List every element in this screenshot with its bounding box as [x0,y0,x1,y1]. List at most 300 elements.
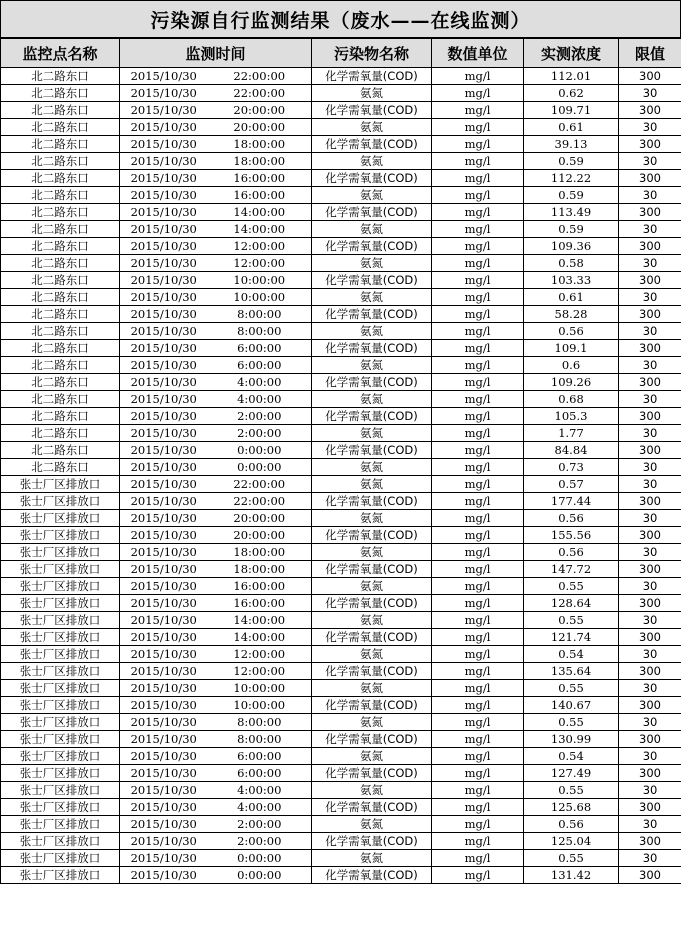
table-row [1,85,681,102]
cell-pollutant: 氨氮 [312,153,432,170]
table-body [1,68,681,884]
cell-unit: mg/l [432,765,524,782]
cell-pollutant: 化学需氧量(COD) [312,697,432,714]
cell-value: 58.28 [524,306,619,323]
cell-limit: 300 [619,799,681,816]
cell-date: 2015/10/30 [120,510,208,527]
table-row [1,578,681,595]
cell-value: 125.68 [524,799,619,816]
cell-pollutant: 氨氮 [312,612,432,629]
cell-time: 0:00:00 [208,442,312,459]
cell-pollutant: 化学需氧量(COD) [312,408,432,425]
cell-value: 0.55 [524,850,619,867]
cell-pollutant: 氨氮 [312,357,432,374]
cell-pollutant: 氨氮 [312,476,432,493]
header-site: 监控点名称 [1,39,120,68]
table-row [1,544,681,561]
cell-unit: mg/l [432,374,524,391]
cell-date: 2015/10/30 [120,187,208,204]
cell-site: 张士厂区排放口 [1,714,120,731]
table-row [1,476,681,493]
cell-limit: 30 [619,289,681,306]
cell-pollutant: 氨氮 [312,782,432,799]
table-row [1,510,681,527]
cell-date: 2015/10/30 [120,476,208,493]
cell-pollutant: 氨氮 [312,289,432,306]
cell-limit: 30 [619,510,681,527]
cell-site: 张士厂区排放口 [1,833,120,850]
cell-date: 2015/10/30 [120,170,208,187]
table-row [1,799,681,816]
table-row [1,221,681,238]
cell-pollutant: 化学需氧量(COD) [312,306,432,323]
cell-value: 103.33 [524,272,619,289]
cell-date: 2015/10/30 [120,578,208,595]
cell-pollutant: 氨氮 [312,714,432,731]
cell-site: 北二路东口 [1,340,120,357]
cell-value: 0.59 [524,187,619,204]
table-row [1,102,681,119]
cell-unit: mg/l [432,204,524,221]
cell-unit: mg/l [432,748,524,765]
cell-unit: mg/l [432,663,524,680]
cell-value: 109.26 [524,374,619,391]
cell-value: 0.54 [524,646,619,663]
cell-unit: mg/l [432,442,524,459]
table-row [1,816,681,833]
cell-value: 0.57 [524,476,619,493]
cell-value: 0.56 [524,816,619,833]
cell-site: 张士厂区排放口 [1,765,120,782]
cell-site: 北二路东口 [1,204,120,221]
cell-unit: mg/l [432,561,524,578]
cell-value: 0.54 [524,748,619,765]
cell-time: 14:00:00 [208,612,312,629]
cell-pollutant: 化学需氧量(COD) [312,629,432,646]
cell-date: 2015/10/30 [120,374,208,391]
cell-unit: mg/l [432,714,524,731]
cell-time: 6:00:00 [208,340,312,357]
cell-site: 北二路东口 [1,408,120,425]
cell-unit: mg/l [432,289,524,306]
cell-pollutant: 化学需氧量(COD) [312,272,432,289]
cell-value: 0.62 [524,85,619,102]
cell-unit: mg/l [432,85,524,102]
cell-time: 4:00:00 [208,782,312,799]
cell-limit: 30 [619,646,681,663]
cell-value: 155.56 [524,527,619,544]
cell-time: 2:00:00 [208,408,312,425]
cell-pollutant: 化学需氧量(COD) [312,204,432,221]
cell-limit: 30 [619,816,681,833]
cell-date: 2015/10/30 [120,544,208,561]
cell-time: 10:00:00 [208,289,312,306]
cell-unit: mg/l [432,68,524,85]
cell-date: 2015/10/30 [120,357,208,374]
cell-pollutant: 化学需氧量(COD) [312,799,432,816]
table-row [1,595,681,612]
table-row [1,170,681,187]
table-row [1,748,681,765]
cell-time: 8:00:00 [208,323,312,340]
cell-site: 张士厂区排放口 [1,527,120,544]
cell-pollutant: 化学需氧量(COD) [312,170,432,187]
cell-site: 张士厂区排放口 [1,612,120,629]
cell-site: 北二路东口 [1,442,120,459]
cell-limit: 300 [619,306,681,323]
cell-pollutant: 氨氮 [312,748,432,765]
cell-site: 北二路东口 [1,289,120,306]
cell-pollutant: 化学需氧量(COD) [312,493,432,510]
cell-site: 张士厂区排放口 [1,646,120,663]
cell-unit: mg/l [432,833,524,850]
cell-pollutant: 氨氮 [312,391,432,408]
cell-date: 2015/10/30 [120,833,208,850]
table-row [1,340,681,357]
cell-limit: 30 [619,680,681,697]
cell-time: 20:00:00 [208,510,312,527]
cell-site: 北二路东口 [1,272,120,289]
cell-value: 0.73 [524,459,619,476]
cell-pollutant: 化学需氧量(COD) [312,867,432,884]
cell-limit: 300 [619,765,681,782]
cell-pollutant: 氨氮 [312,119,432,136]
header-row [1,39,681,68]
cell-time: 20:00:00 [208,527,312,544]
cell-date: 2015/10/30 [120,408,208,425]
cell-value: 0.61 [524,119,619,136]
cell-date: 2015/10/30 [120,561,208,578]
cell-pollutant: 氨氮 [312,510,432,527]
cell-value: 0.55 [524,714,619,731]
cell-site: 张士厂区排放口 [1,867,120,884]
cell-date: 2015/10/30 [120,289,208,306]
cell-limit: 300 [619,527,681,544]
table-row [1,680,681,697]
cell-unit: mg/l [432,867,524,884]
cell-date: 2015/10/30 [120,119,208,136]
cell-site: 北二路东口 [1,238,120,255]
cell-unit: mg/l [432,221,524,238]
cell-limit: 300 [619,272,681,289]
cell-limit: 30 [619,612,681,629]
cell-value: 140.67 [524,697,619,714]
cell-time: 6:00:00 [208,765,312,782]
cell-limit: 300 [619,595,681,612]
table-row [1,714,681,731]
cell-limit: 300 [619,442,681,459]
cell-date: 2015/10/30 [120,765,208,782]
cell-limit: 30 [619,391,681,408]
cell-time: 22:00:00 [208,68,312,85]
table-row [1,204,681,221]
cell-limit: 300 [619,170,681,187]
cell-pollutant: 氨氮 [312,816,432,833]
cell-pollutant: 氨氮 [312,425,432,442]
cell-value: 112.01 [524,68,619,85]
table-row [1,68,681,85]
cell-pollutant: 氨氮 [312,646,432,663]
cell-limit: 30 [619,476,681,493]
cell-limit: 30 [619,782,681,799]
cell-value: 0.59 [524,153,619,170]
cell-time: 18:00:00 [208,544,312,561]
cell-unit: mg/l [432,816,524,833]
table-row [1,391,681,408]
cell-unit: mg/l [432,476,524,493]
cell-limit: 30 [619,357,681,374]
cell-date: 2015/10/30 [120,748,208,765]
cell-date: 2015/10/30 [120,612,208,629]
cell-date: 2015/10/30 [120,221,208,238]
cell-value: 0.55 [524,578,619,595]
cell-value: 0.56 [524,544,619,561]
cell-site: 北二路东口 [1,306,120,323]
cell-pollutant: 化学需氧量(COD) [312,561,432,578]
cell-date: 2015/10/30 [120,391,208,408]
cell-time: 6:00:00 [208,357,312,374]
cell-unit: mg/l [432,527,524,544]
table-row [1,561,681,578]
cell-value: 0.55 [524,782,619,799]
cell-value: 109.36 [524,238,619,255]
cell-value: 125.04 [524,833,619,850]
cell-limit: 30 [619,221,681,238]
header-time: 监测时间 [120,39,312,68]
cell-limit: 300 [619,629,681,646]
cell-time: 2:00:00 [208,833,312,850]
cell-value: 109.1 [524,340,619,357]
cell-site: 北二路东口 [1,187,120,204]
cell-date: 2015/10/30 [120,629,208,646]
cell-limit: 30 [619,85,681,102]
cell-pollutant: 化学需氧量(COD) [312,595,432,612]
cell-pollutant: 氨氮 [312,323,432,340]
cell-date: 2015/10/30 [120,85,208,102]
cell-site: 张士厂区排放口 [1,595,120,612]
cell-time: 18:00:00 [208,561,312,578]
cell-pollutant: 化学需氧量(COD) [312,765,432,782]
cell-unit: mg/l [432,731,524,748]
cell-site: 北二路东口 [1,357,120,374]
cell-site: 北二路东口 [1,391,120,408]
cell-unit: mg/l [432,340,524,357]
cell-site: 张士厂区排放口 [1,816,120,833]
cell-site: 张士厂区排放口 [1,680,120,697]
cell-unit: mg/l [432,255,524,272]
table-row [1,238,681,255]
cell-unit: mg/l [432,578,524,595]
cell-pollutant: 化学需氧量(COD) [312,833,432,850]
cell-value: 135.64 [524,663,619,680]
cell-date: 2015/10/30 [120,697,208,714]
cell-unit: mg/l [432,119,524,136]
cell-date: 2015/10/30 [120,255,208,272]
cell-date: 2015/10/30 [120,680,208,697]
cell-pollutant: 化学需氧量(COD) [312,374,432,391]
table-row [1,833,681,850]
table-row [1,357,681,374]
table-row [1,782,681,799]
cell-unit: mg/l [432,510,524,527]
cell-date: 2015/10/30 [120,493,208,510]
table-row [1,136,681,153]
cell-time: 16:00:00 [208,595,312,612]
cell-time: 22:00:00 [208,85,312,102]
cell-limit: 300 [619,867,681,884]
cell-value: 131.42 [524,867,619,884]
cell-unit: mg/l [432,306,524,323]
cell-limit: 30 [619,578,681,595]
cell-pollutant: 氨氮 [312,85,432,102]
cell-date: 2015/10/30 [120,136,208,153]
cell-value: 121.74 [524,629,619,646]
cell-unit: mg/l [432,102,524,119]
cell-date: 2015/10/30 [120,646,208,663]
cell-pollutant: 化学需氧量(COD) [312,68,432,85]
cell-limit: 30 [619,425,681,442]
cell-time: 14:00:00 [208,221,312,238]
cell-time: 16:00:00 [208,187,312,204]
cell-limit: 300 [619,663,681,680]
cell-value: 0.61 [524,289,619,306]
cell-pollutant: 化学需氧量(COD) [312,136,432,153]
cell-time: 20:00:00 [208,119,312,136]
cell-limit: 30 [619,544,681,561]
cell-date: 2015/10/30 [120,442,208,459]
table-row [1,374,681,391]
cell-pollutant: 化学需氧量(COD) [312,442,432,459]
cell-value: 0.55 [524,612,619,629]
cell-value: 109.71 [524,102,619,119]
cell-value: 177.44 [524,493,619,510]
cell-limit: 300 [619,697,681,714]
table-row [1,765,681,782]
table-row [1,527,681,544]
cell-value: 0.56 [524,510,619,527]
cell-value: 39.13 [524,136,619,153]
cell-pollutant: 氨氮 [312,221,432,238]
cell-value: 1.77 [524,425,619,442]
cell-unit: mg/l [432,612,524,629]
cell-limit: 300 [619,493,681,510]
cell-value: 112.22 [524,170,619,187]
cell-value: 0.55 [524,680,619,697]
cell-time: 0:00:00 [208,867,312,884]
cell-pollutant: 化学需氧量(COD) [312,340,432,357]
cell-time: 18:00:00 [208,136,312,153]
cell-time: 10:00:00 [208,680,312,697]
cell-limit: 300 [619,340,681,357]
cell-time: 16:00:00 [208,170,312,187]
cell-site: 北二路东口 [1,374,120,391]
table-row [1,663,681,680]
cell-unit: mg/l [432,187,524,204]
cell-limit: 300 [619,408,681,425]
cell-site: 北二路东口 [1,136,120,153]
cell-time: 10:00:00 [208,272,312,289]
cell-time: 2:00:00 [208,425,312,442]
page-title: 污染源自行监测结果（废水——在线监测） [0,0,681,38]
cell-date: 2015/10/30 [120,425,208,442]
cell-limit: 30 [619,850,681,867]
table-row [1,442,681,459]
cell-site: 北二路东口 [1,85,120,102]
cell-site: 张士厂区排放口 [1,544,120,561]
cell-unit: mg/l [432,425,524,442]
cell-time: 8:00:00 [208,306,312,323]
cell-value: 0.59 [524,221,619,238]
cell-unit: mg/l [432,459,524,476]
cell-unit: mg/l [432,680,524,697]
cell-limit: 300 [619,102,681,119]
table-row [1,323,681,340]
cell-site: 张士厂区排放口 [1,578,120,595]
cell-time: 12:00:00 [208,646,312,663]
cell-date: 2015/10/30 [120,459,208,476]
cell-date: 2015/10/30 [120,527,208,544]
cell-site: 张士厂区排放口 [1,850,120,867]
cell-limit: 30 [619,323,681,340]
cell-pollutant: 化学需氧量(COD) [312,731,432,748]
cell-time: 8:00:00 [208,714,312,731]
cell-site: 北二路东口 [1,68,120,85]
cell-value: 130.99 [524,731,619,748]
cell-value: 105.3 [524,408,619,425]
table-row [1,459,681,476]
cell-date: 2015/10/30 [120,238,208,255]
cell-site: 张士厂区排放口 [1,510,120,527]
header-unit: 数值单位 [432,39,524,68]
cell-time: 0:00:00 [208,459,312,476]
cell-unit: mg/l [432,170,524,187]
cell-site: 张士厂区排放口 [1,782,120,799]
table-row [1,187,681,204]
cell-unit: mg/l [432,595,524,612]
table-row [1,493,681,510]
table-row [1,425,681,442]
cell-pollutant: 氨氮 [312,187,432,204]
table-row [1,255,681,272]
cell-time: 14:00:00 [208,629,312,646]
cell-date: 2015/10/30 [120,663,208,680]
cell-value: 0.58 [524,255,619,272]
cell-site: 张士厂区排放口 [1,476,120,493]
cell-site: 北二路东口 [1,323,120,340]
cell-site: 张士厂区排放口 [1,748,120,765]
cell-time: 18:00:00 [208,153,312,170]
cell-unit: mg/l [432,136,524,153]
cell-pollutant: 化学需氧量(COD) [312,527,432,544]
cell-limit: 300 [619,561,681,578]
cell-date: 2015/10/30 [120,782,208,799]
cell-unit: mg/l [432,697,524,714]
cell-date: 2015/10/30 [120,272,208,289]
cell-date: 2015/10/30 [120,850,208,867]
cell-site: 北二路东口 [1,102,120,119]
cell-date: 2015/10/30 [120,799,208,816]
cell-unit: mg/l [432,646,524,663]
cell-unit: mg/l [432,850,524,867]
cell-time: 16:00:00 [208,578,312,595]
cell-limit: 30 [619,153,681,170]
table-row [1,306,681,323]
cell-time: 0:00:00 [208,850,312,867]
header-pollutant: 污染物名称 [312,39,432,68]
cell-site: 北二路东口 [1,170,120,187]
cell-limit: 30 [619,459,681,476]
cell-unit: mg/l [432,357,524,374]
